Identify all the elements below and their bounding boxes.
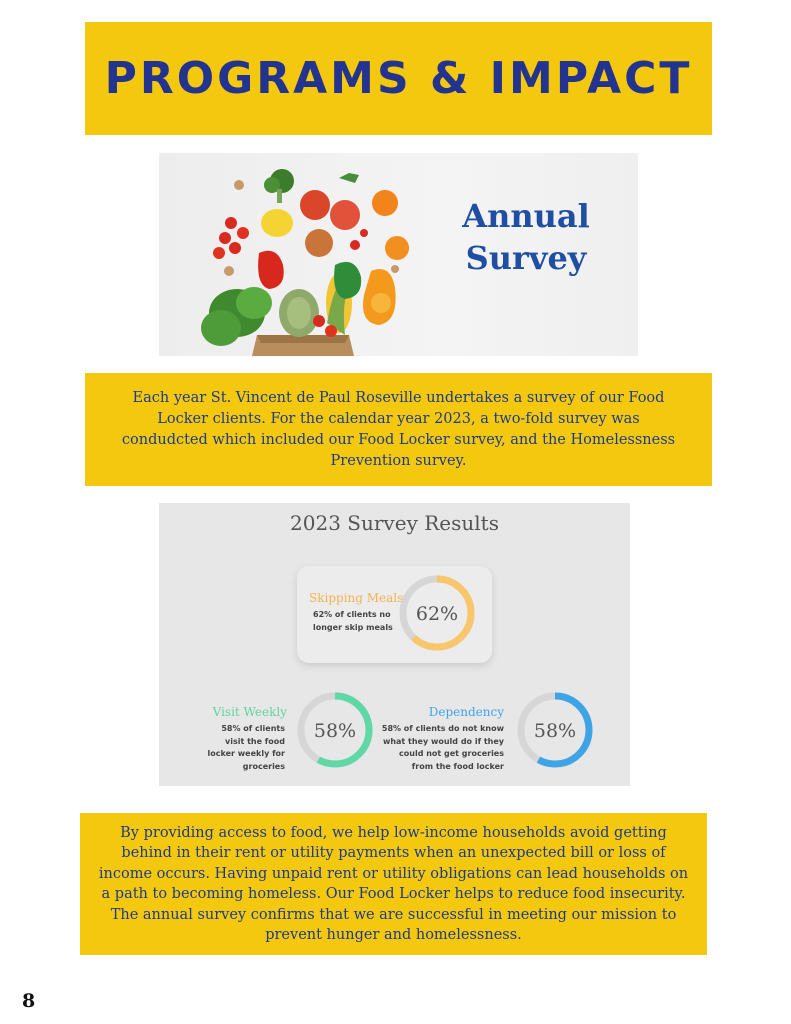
ring-percent: 58% <box>533 720 577 742</box>
ring-percent: 62% <box>415 603 459 625</box>
ring-percent: 58% <box>313 720 357 742</box>
annual-survey-hero <box>159 153 638 356</box>
desc-line: from the food locker <box>411 761 504 771</box>
visit-weekly-label: Visit Weekly <box>212 705 287 719</box>
desc-line: longer skip meals <box>313 622 393 632</box>
desc-line: what they would do if they <box>382 736 504 746</box>
skipping-meals-label: Skipping Meals <box>309 591 404 605</box>
visit-weekly-ring <box>295 690 375 770</box>
closing-text: By providing access to food, we help low-income households avoid getting behind in their rent or utility payments when an unexpected bill or loss of income occurs. Having unpaid rent or utility obligations can lead households on a path to becoming homeless. Our Food Locker helps to reduce food insecurity. The annual survey confirms that we are successful in meeting our mission to prevent hunger and homelessness. <box>98 824 689 943</box>
intro-box <box>85 373 712 486</box>
desc-line: 58% of clients do not know <box>381 724 504 733</box>
survey-results-title: 2023 Survey Results <box>290 511 499 535</box>
page-number: 8 <box>22 990 36 1012</box>
survey-results-panel <box>159 503 630 786</box>
desc-line: 62% of clients no <box>313 610 391 619</box>
dependency-ring <box>515 690 595 770</box>
annual-survey-heading <box>441 195 611 279</box>
closing-box <box>80 813 707 955</box>
desc-line: visit the food <box>225 736 285 746</box>
title-banner <box>85 22 712 135</box>
hero-title-line1: Annual <box>462 197 590 235</box>
skipping-meals-desc <box>313 609 393 634</box>
desc-line: locker weekly for <box>207 749 285 758</box>
desc-line: could not get groceries <box>399 749 504 758</box>
intro-text: Each year St. Vincent de Paul Roseville undertakes a survey of our Food Locker clients. For the calendar year 2023, a two-fold survey was condudcted which included our Food Locker survey, and the Homelessness Prevention survey. <box>121 389 676 469</box>
skipping-meals-ring <box>397 573 477 653</box>
visit-weekly-desc <box>208 723 285 773</box>
page-title: PROGRAMS & IMPACT <box>104 53 693 104</box>
dependency-desc <box>382 723 504 773</box>
desc-line: groceries <box>242 761 285 771</box>
desc-line: 58% of clients <box>221 724 285 733</box>
hero-title-line2: Survey <box>465 239 587 277</box>
dependency-label: Dependency <box>428 705 504 719</box>
